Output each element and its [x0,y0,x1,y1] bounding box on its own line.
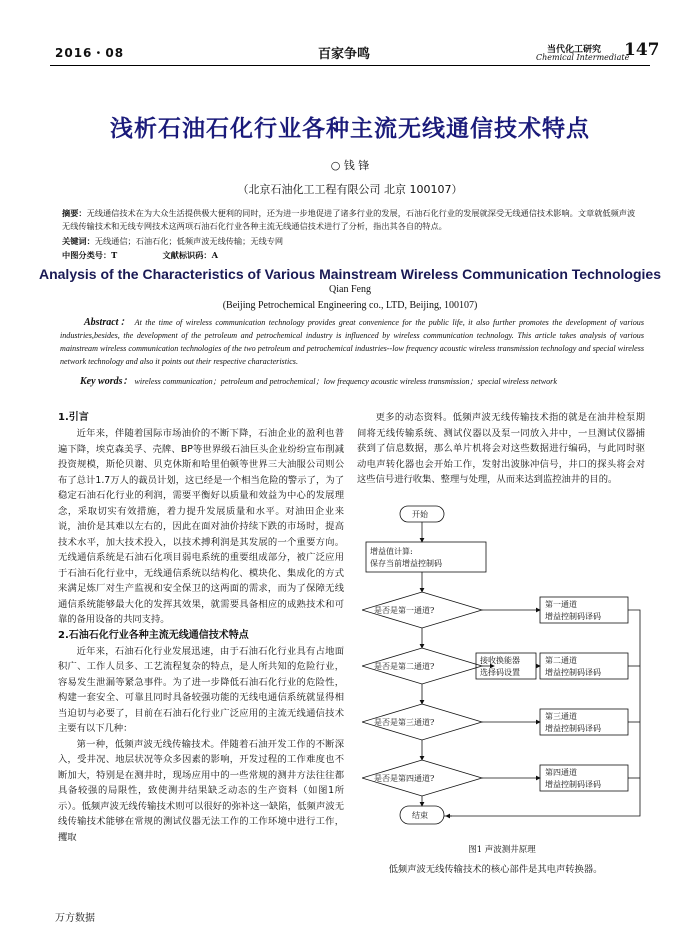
ch1-label-2: 增益控制码译码 [545,612,601,621]
page-number: 147 [624,40,660,60]
collector-line [444,610,640,816]
abstract-en [60,316,644,368]
doc-code-value: A [211,250,218,260]
ch1-label-1: 第一通道 [545,600,577,609]
keywords-cn-label: 关键词： [62,236,95,246]
ch4-label-1: 第四通道 [545,768,577,777]
section-1-heading: 1.引言 [58,412,89,423]
start-label: 开始 [412,510,428,519]
journal-name-cn: 当代化工研究 [547,45,602,55]
right-paragraph-1: 更多的动态资料。低频声波无线传输技术指的就是在油井检泵期间将无线传输系统、测试仪器以及泵一同放入井中，一旦测试仪器捕获到了信息数据，那么单片机将会对这些数据进行编码，与此同时驱动电声转化器也会开始工作，发射出波脉冲信号，井口的探头将会对这些信号进行收集、整理与处理，从而来达到监控油井的目的。 [357,412,645,485]
author-cn: ○ 钱 锋 [330,159,370,172]
section-1-paragraph: 近年来，伴随着国际市场油价的不断下降，石油企业的盈利也普遍下降，埃克森美孚、壳牌、BP等世界级石油巨头企业纷纷宣布削减投资规模，斯伦贝谢、贝克休斯和哈里伯顿等世界三大油服公司则公布了总计1.7万人的裁员计划，这已经是一个相当危险的警示了，为了稳定石油石化行业的利润，需要平衡好以质量和效益为中心的发展理念，采取切实有效措施，着力提升发展质量和水平。对油田企业来说，油价是其难以左右的，因此在面对油价持续下跌的市场时，提高技术水平，加大技术投入，以技术搏利润是其发展的一个重要方向。无线通信系统是石油石化项目弱电系统的重要组成部分，被广泛应用于石油石化行业中，无线通信系统以结构化、模块化、集成化的方式来满足炼厂对生产监视和安全保卫的这两面的需求，而为了保障无线通信系统能够最大化的发挥其效果，就需要具备相应的成熟技术和可靠的备用设备的共同支持。 [58,428,344,625]
ch4-label-2: 增益控制码译码 [545,780,601,789]
keywords-cn [62,235,642,248]
ch2-label-2: 增益控制码译码 [545,668,601,677]
q4-label: 是否是第四通道? [374,774,435,783]
figure-caption: 图1 声波测井原理 [468,845,536,855]
header-rule [50,65,650,66]
receiver-label-2: 选择码设置 [480,668,520,677]
right-paragraph-2: 低频声波无线传输技术的核心部件是其电声转换器。 [388,864,603,875]
gain-calc-label-1: 增益值计算: [370,547,413,556]
issue-date: 2016・08 [55,46,125,60]
affiliation-en: (Beijing Petrochemical Engineering co., LTD, Beijing, 100107) [222,300,478,311]
clc-label: 中图分类号： [62,250,112,260]
keywords-en [80,372,644,387]
title-cn: 浅析石油石化行业各种主流无线通信技术特点 [110,116,590,142]
section-2-heading: 2.石油石化行业各种主流无线通信技术特点 [58,629,249,641]
clc-value: T [111,250,118,260]
section-2-paragraph-2: 第一种，低频声波无线传输技术。伴随着石油开发工作的不断深入，受井况、地层状况等众多因素的影响，开发过程的工作难度也不断加大，特别是在测井时，现场应用中的一些常规的测井方法往往都具备较强的局限性，致使测井结果缺乏动态的生产资料（如图1所示）。低频声波无线传输技术则可以很好的弥补这一缺陷，低频声波无线传输技术能够在常规的测试仪器无法工作的工作环境中进行工作，攫取 [58,738,344,843]
keywords-en-text: wireless communication；petroleum and petrochemical；low frequency acoustic wireless transmission；special wireless network [134,377,557,386]
abstract-en-label: Abstract： [84,317,132,328]
ch2-label-1: 第二通道 [545,656,577,665]
ch3-label-1: 第三通道 [545,712,577,721]
q3-label: 是否是第三通道? [374,718,435,727]
end-label: 结束 [412,811,428,820]
author-en: Qian Feng [329,284,371,295]
keywords-en-label: Key words： [80,376,133,387]
left-column [58,410,344,845]
abstract-cn-label: 摘要： [62,208,87,218]
title-en: Analysis of the Characteristics of Various Mainstream Wireless Communication Technologies [38,266,661,282]
q1-label: 是否是第一通道? [374,606,435,615]
gain-calc-label-2: 保存当前增益控制码 [370,559,442,568]
doc-code-label: 文献标识码： [162,250,212,260]
abstract-en-text: At the time of wireless communication technology provides great convenience for the public life, it also further promotes the development of various industries,besides, the development of the petroleum and petrochemical industry is influenced by wireless communication technology. This article takes analysis of various mainstream wireless communication technologies of the two petroleum and petrochemical industries--low frequency acoustic wireless transmission technology and special wireless network technology and also it points out their respective characteristics. [60,318,644,366]
classification [62,249,642,262]
footer-source: 万方数据 [55,913,95,924]
receiver-label-1: 接收换能器 [480,656,520,665]
abstract-cn-text: 无线通信技术在为大众生活提供极大便利的同时，还为进一步地促进了诸多行业的发展，石油石化行业的发展就深受无线通信技术影响。文章就低频声波无线传输技术和无线专网技术这两项石油石化行业各种主流无线通信技术进行了分析，指出其各自的特点。 [62,208,636,231]
affiliation-cn: （北京石油化工工程有限公司 北京 100107） [237,183,463,196]
flowchart-figure [362,500,647,835]
section-2-paragraph-1: 近年来，石油石化行业发展迅速，由于石油石化行业具有占地面积广、工作人员多、工艺流程复杂的特点，是人所共知的危险行业，容易发生泄漏等紧急事件。为了进一步降低石油石化行业的危险性，构建一套安全、可靠且同时具备较强功能的无线电通信系统就显得相当迫切与必要了，目前在石油石化行业广泛应用的主流无线通信技术主要有以下几种： [58,645,344,734]
column-name: 百家争鸣 [318,47,371,62]
ch3-label-2: 增益控制码译码 [545,724,601,733]
journal-name-en: Chemical Intermediate [536,53,630,62]
keywords-cn-text: 无线通信；石油石化；低频声波无线传输；无线专网 [94,236,284,246]
q2-label: 是否是第二通道? [374,662,435,671]
right-column [357,410,645,488]
abstract-cn [62,207,642,233]
